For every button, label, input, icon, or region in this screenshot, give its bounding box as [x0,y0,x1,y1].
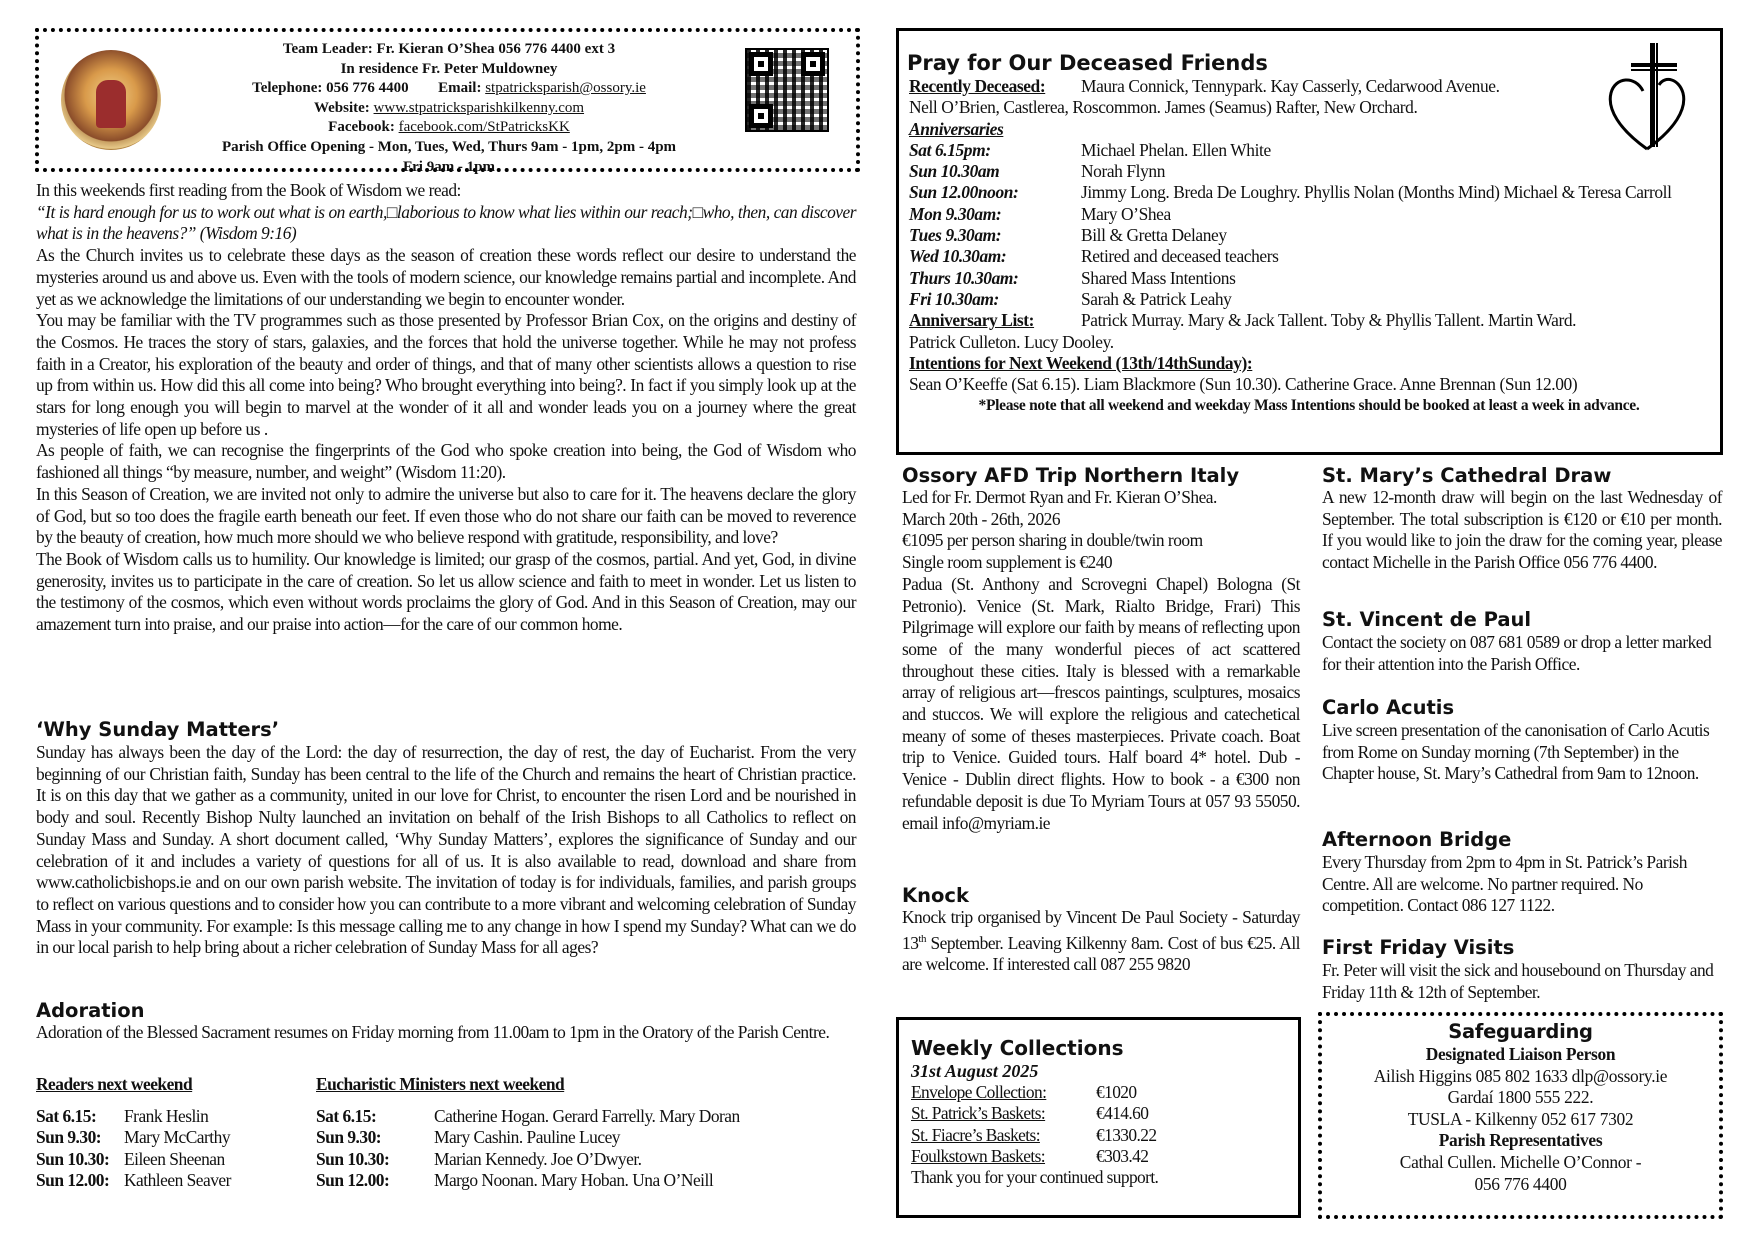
facebook-line [139,118,759,138]
reader-name: Mary McCarthy [124,1127,231,1148]
safeguarding-content [1322,1020,1719,1195]
anniversary-row [909,289,1709,310]
italy-trip-line: €1095 per person sharing in double/twin room [902,530,1203,551]
knock-title: Knock [902,884,969,907]
minister-names: Marian Kennedy. Joe O’Dwyer. [434,1148,642,1169]
recently-deceased [909,76,1709,97]
safeguarding-title: Safeguarding [1448,1020,1593,1043]
anniversary-list-continued: Patrick Culleton. Lucy Dooley. [909,331,1114,352]
contact-line [139,79,759,99]
office-hours: Parish Office Opening - Mon, Tues, Wed, Thurs 9am - 1pm, 2pm - 4pm [221,138,677,155]
italy-trip-line: Led for Fr. Dermot Ryan and Fr. Kieran O’Shea. [902,487,1217,507]
anniversary-time: Thurs 10.30am: [909,267,1019,288]
readers-rows [36,1106,306,1191]
italy-trip-line: Single room supplement is €240 [902,552,1113,573]
anniversary-names: Sarah & Patrick Leahy [1081,288,1232,309]
italy-trip-body: Padua (St. Anthony and Scrovegni Chapel) Bologna (St Petronio). Venice (St. Mark, Rialto Bridge, Frari) This Pilgrimage will explore our faith by means of reflecting upon some of the many wonderful pieces of act scattered throughout these cities. Italy is blessed with a remarkable array of religious art—frescos paintings, sculptures, mosaics and stuccos. We will explore the religious and catechetical meany of some of theses masterpieces. Private coach. Boat trip to Venice. Guided tours. Half board 4* hotel. Dub -Venice - Dublin direct flights. How to book - a €300 non refundable deposit is due To Myriam Tours at 057 93 55050. email info@myriam.ie [902,573,1300,833]
ministers-title: Eucharistic Ministers next weekend [316,1074,565,1094]
liaison-contact: Ailish Higgins 085 802 1633 dlp@ossory.ie [1373,1065,1668,1086]
anniversary-names: Norah Flynn [1081,161,1165,182]
minister-row [316,1106,856,1127]
collection-row [911,1146,1291,1167]
anniversary-time: Wed 10.30am: [909,246,1007,267]
minister-row [316,1127,856,1148]
weekly-collections-box [896,1017,1301,1218]
collections-date: 31st August 2025 [911,1061,1039,1081]
reader-time: Sun 9.30: [36,1127,102,1148]
reader-name: Kathleen Seaver [124,1169,231,1190]
vincent-de-paul-body: Contact the society on 087 681 0589 or drop a letter marked for their attention into the Parish Office. [1322,632,1712,674]
recent-names: Maura Connick, Tennypark. Kay Casserly, Cedarwood Avenue. [1081,76,1500,96]
anniversary-row [909,268,1709,289]
anniversary-time: Sun 10.30am [909,161,1000,182]
minister-row [316,1149,856,1170]
minister-time: Sun 12.00: [316,1169,390,1190]
parish-reps: Cathal Cullen. Michelle O’Connor - [1399,1151,1642,1172]
deceased-friends-box [896,28,1723,455]
reflection-article [36,180,856,636]
parish-reps-label: Parish Representatives [1438,1130,1603,1151]
reader-row [36,1106,306,1127]
anniversary-names: Bill & Gretta Delaney [1081,225,1227,246]
collection-label: Foulkstown Baskets: [911,1145,1046,1166]
reader-name: Eileen Sheenan [124,1148,225,1169]
reflection-paragraph: As the Church invites us to celebrate these days as the season of creation these words reflect our desire to understand the mysteries around us and above us. Even with the tools of modern science, our knowledge remains partial and incomplete. And yet as we acknowledge the limitations of our understanding we begin to encounter wonder. [36,245,856,309]
ministers-rows [316,1106,856,1191]
why-sunday-title: ‘Why Sunday Matters’ [36,718,280,741]
qr-finder-top-right [801,52,825,76]
collection-label: St. Patrick’s Baskets: [911,1103,1046,1124]
anniversary-time: Fri 10.30am: [909,288,999,309]
reader-time: Sat 6.15: [36,1106,97,1126]
reflection-paragraph: The Book of Wisdom calls us to humility. Our knowledge is limited; our grasp of the cosmos, partial. And yet, God, in divine generosity, invites us to participate in the care of creation. So let us allow science and faith to meet in wonder. Let us listen to the testimony of the cosmos, which even without words proclaims the glory of God. And in this Season of Creation, may our amazement turn into praise, and our praise into action—for the care of our common home. [36,548,856,635]
collection-row [911,1103,1291,1124]
knock-text-continued: September. Leaving Kilkenny 8am. Cost of bus €25. All are welcome. If interested call 087 255 9820 [902,932,1300,975]
collections-list [911,1060,1291,1188]
anniversary-names: Jimmy Long. Breda De Loughry. Phyllis Nolan (Months Mind) Michael & Teresa Carroll [1081,182,1672,203]
anniversary-row [909,182,1709,203]
collection-amount: €1020 [1096,1082,1137,1102]
collections-thanks: Thank you for your continued support. [911,1167,1159,1188]
parish-header [35,28,860,175]
italy-trip-line: March 20th - 26th, 2026 [902,508,1061,529]
facebook-link[interactable]: facebook.com/StPatricksKK [398,119,570,136]
readers-title: Readers next weekend [36,1074,193,1094]
tusla-contact: TUSLA - Kilkenny 052 617 7302 [1407,1108,1634,1129]
reader-row [36,1170,306,1191]
cathedral-draw-title: St. Mary’s Cathedral Draw [1322,464,1612,487]
collection-label: Envelope Collection: [911,1082,1047,1102]
first-friday-body: Fr. Peter will visit the sick and housebound on Thursday and Friday 11th & 12th of September. [1322,960,1714,1002]
afternoon-bridge-title: Afternoon Bridge [1322,828,1512,851]
website-label: Website: [313,99,370,116]
team-leader: Team Leader: Fr. Kieran O’Shea 056 776 4400 ext 3 [282,41,616,57]
anniversary-list-label: Anniversary List: [909,310,1035,331]
anniversary-names: Michael Phelan. Ellen White [1081,139,1271,160]
knock-ordinal: th [918,932,926,945]
anniversary-time: Sat 6.15pm: [909,139,991,160]
minister-names: Catherine Hogan. Gerard Farrelly. Mary Doran [434,1106,740,1126]
knock-body [902,907,1300,976]
anniversary-list [909,310,1709,331]
parish-reps-phone: 056 776 4400 [1474,1173,1567,1194]
qr-finder-bottom-left [749,104,773,128]
contact-details [139,40,759,177]
anniversary-names: Mary O’Shea [1081,203,1171,224]
reflection-paragraph: As people of faith, we can recognise the fingerprints of the God who spoke creation into being, the God of Wisdom who fashioned all things “by measure, number, and weight” (Wisdom 11:20). [36,440,856,483]
qr-code-icon[interactable] [745,48,829,132]
minister-time: Sat 6.15: [316,1106,377,1126]
anniversary-time: Tues 9.30am: [909,225,1002,246]
anniversary-names: Retired and deceased teachers [1081,246,1279,267]
minister-names: Mary Cashin. Pauline Lucey [434,1127,620,1148]
minister-row [316,1170,856,1191]
anniversary-time: Sun 12.00noon: [909,182,1019,203]
reader-row [36,1127,306,1148]
collection-row [911,1082,1291,1103]
collection-amount: €414.60 [1096,1103,1149,1124]
reader-row [36,1149,306,1170]
anniversaries-label: Anniversaries [909,118,1004,139]
anniversary-row [909,161,1709,182]
italy-trip-details [902,487,1300,834]
anniversary-names: Shared Mass Intentions [1081,267,1236,288]
vincent-de-paul-title: St. Vincent de Paul [1322,608,1532,631]
anniversary-time: Mon 9.30am: [909,203,1002,224]
collections-title: Weekly Collections [911,1036,1124,1060]
anniversary-list-names: Patrick Murray. Mary & Jack Tallent. Toby & Phyllis Tallent. Martin Ward. [1081,310,1577,331]
deceased-title: Pray for Our Deceased Friends [907,51,1268,75]
reflection-paragraph: You may be familiar with the TV programmes such as those presented by Professor Brian Cox, on the origins and destiny of the Cosmos. He traces the story of stars, galaxies, and the forces that hold the universe together. While he may not profess faith in a Creator, his exploration of the beauty and order of things, and that of many other scientists allows a question to rise up from within us. How did this all come into being? Who brought everything into being?. In fact if you simply look up at the stars for long enough you will begin to marvel at the wonder of it all and wonder leads you on a journey where the great mysteries of life open up before us . [36,310,856,439]
adoration-title: Adoration [36,999,145,1022]
recent-label: Recently Deceased: [909,76,1046,96]
anniversary-row [909,140,1709,161]
italy-trip-title: Ossory AFD Trip Northern Italy [902,464,1240,487]
in-residence: In residence Fr. Peter Muldowney [340,60,558,77]
office-hours-friday: Fri 9am - 1pm [402,158,496,175]
wisdom-quote: “It is hard enough for us to work out what is on earth,□laborious to know what lies within our reach;□who, then, can discover what is in the heavens?” (Wisdom 9:16) [36,201,856,244]
facebook-label: Facebook: [328,119,395,136]
booking-note: *Please note that all weekend and weekday Mass Intentions should be booked at least a week in advance. [978,397,1640,415]
reflection-intro: In this weekends first reading from the Book of Wisdom we read: [36,180,461,200]
intentions-label: Intentions for Next Weekend (13th/14thSunday): [909,352,1253,373]
crest-figure [96,80,126,128]
collection-row [911,1125,1291,1146]
anniversary-row [909,246,1709,267]
recent-names-continued: Nell O’Brien, Castlerea, Roscommon. James (Seamus) Rafter, New Orchard. [909,97,1418,118]
ministers-list [316,1073,856,1191]
deceased-list [909,76,1709,417]
knock-text: Knock trip organised by Vincent De Paul Society - Saturday 13 [902,907,1300,953]
adoration-body: Adoration of the Blessed Sacrament resumes on Friday morning from 11.00am to 1pm in the Oratory of the Parish Centre. [36,1022,830,1042]
website-link[interactable]: www.stpatricksparishkilkenny.com [373,99,585,116]
email-link[interactable]: stpatricksparish@ossory.ie [485,80,646,97]
collection-amount: €303.42 [1096,1145,1149,1166]
safeguarding-box [1318,1012,1723,1219]
carlo-acutis-body: Live screen presentation of the canonisation of Carlo Acutis from Rome on Sunday morning (7th September) in the Chapter house, St. Mary’s Cathedral from 9am to 12noon. [1322,720,1710,784]
liaison-label: Designated Liaison Person [1425,1044,1616,1064]
reflection-paragraph: In this Season of Creation, we are invited not only to admire the universe but also to care for it. The heavens declare the glory of God, but so too does the fragile earth beneath our feet. If even those who do not share our faith can be moved to reverence by the beauty of creation, how much more should we who believe respond with gratitude, responsibility, and love? [36,483,856,548]
qr-finder-top-left [749,52,773,76]
collection-label: St. Fiacre’s Baskets: [911,1124,1040,1145]
why-sunday-body: Sunday has always been the day of the Lord: the day of resurrection, the day of rest, the day of Eucharist. From the very beginning of our Christian faith, Sunday has been central to the life of the Church and remains the heart of Christian practice. It is on this day that we gather as a community, united in our love for Christ, to encounter the risen Lord and be nourished in body and soul. Recently Bishop Nulty launched an invitation on behalf of the Irish Bishops to all Catholics to reflect on Sunday Mass and Sunday. A short document called, ‘Why Sunday Matters’, explores the significance of Sunday and our celebration of it and includes a variety of questions for all of us. It is also available to read, download and share from www.catholicbishops.ie and on our own parish website. The invitation of today is for individuals, families, and parish groups to reflect on various questions and to consider how you can contribute to a more vibrant and welcoming celebration of Sunday Mass in your community. For example: Is this message calling me to any change in how I spend my Sunday? What can we do in our local parish to help bring about a richer celebration of Sunday Mass for all ages? [36,742,856,958]
reader-name: Frank Heslin [124,1106,209,1126]
anniversary-row [909,204,1709,225]
telephone: Telephone: 056 776 4400 [252,80,409,97]
minister-time: Sun 10.30: [316,1148,390,1169]
minister-time: Sun 9.30: [316,1127,382,1148]
carlo-acutis-title: Carlo Acutis [1322,696,1455,719]
cathedral-draw-body: A new 12-month draw will begin on the last Wednesday of September. The total subscription is €120 or €10 per month. If you would like to join the draw for the coming year, please contact Michelle in the Parish Office 056 776 4400. [1322,487,1722,573]
readers-list [36,1073,306,1191]
website-line [139,99,759,119]
intentions-names: Sean O’Keeffe (Sat 6.15). Liam Blackmore (Sun 10.30). Catherine Grace. Anne Brennan (Sun 12.00) [909,374,1578,395]
collection-amount: €1330.22 [1096,1124,1157,1145]
reader-time: Sun 12.00: [36,1169,110,1190]
email-label: Email: [438,80,482,97]
afternoon-bridge-body: Every Thursday from 2pm to 4pm in St. Patrick’s Parish Centre. All are welcome. No partner required. No competition. Contact 086 127 1122. [1322,852,1687,916]
first-friday-title: First Friday Visits [1322,936,1515,959]
reader-time: Sun 10.30: [36,1148,110,1169]
minister-names: Margo Noonan. Mary Hoban. Una O’Neill [434,1169,714,1190]
gardai-contact: Gardaí 1800 555 222. [1447,1087,1594,1108]
anniversary-row [909,225,1709,246]
